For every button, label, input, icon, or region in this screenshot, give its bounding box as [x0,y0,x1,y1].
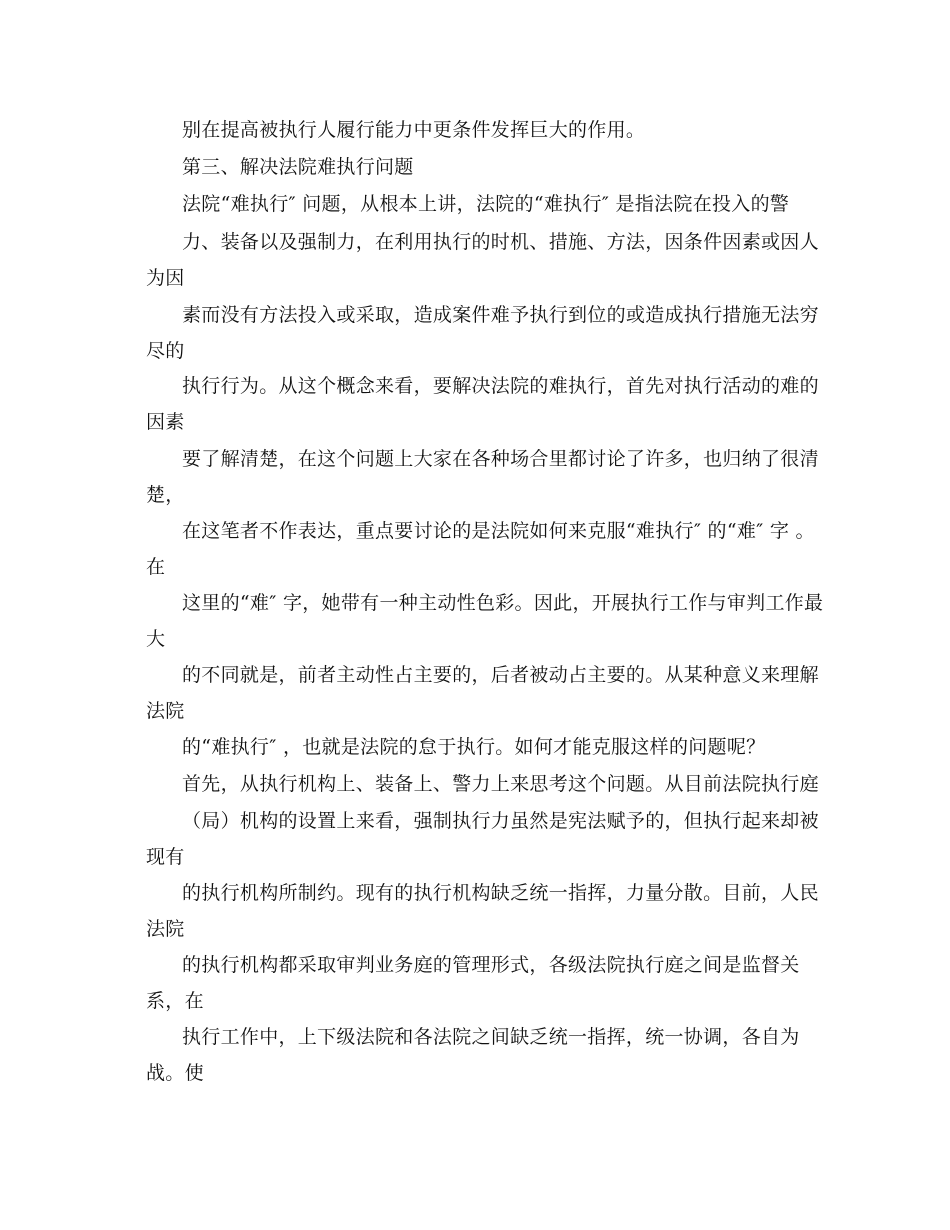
text-line: 的“难执行″ ，也就是法院的怠于执行。如何才能克服这样的问题呢？ [182,736,766,758]
text-line: 的执行机构所制约。现有的执行机构缺乏统一指挥，力量分散。目前，人民 [182,882,819,904]
text-line: 法院“难执行″ 问题，从根本上讲，法院的“难执行″ 是指法院在投入的警 [182,193,790,215]
text-line: 尽的 [146,340,185,362]
text-line: 为因 [146,267,185,289]
text-line: 要了解清楚，在这个问题上大家在各种场合里都讨论了许多，也归纳了很清 [182,448,819,470]
text-line: 首先，从执行机构上、装备上、警力上来思考这个问题。从目前法院执行庭 [182,773,819,795]
text-line: 执行行为。从这个概念来看，要解决法院的难执行，首先对执行活动的难的 [182,375,819,397]
text-line: 素而没有方法投入或采取，造成案件难予执行到位的或造成执行措施无法穷 [182,304,819,326]
text-line: 法院 [146,700,185,722]
text-line: 执行工作中，上下级法院和各法院之间缺乏统一指挥，统一协调，各自为 [182,1026,800,1048]
text-line: 力、装备以及强制力，在利用执行的时机、措施、方法，因条件因素或因人 [182,231,819,253]
text-line: 的执行机构都采取审判业务庭的管理形式，各级法院执行庭之间是监督关 [182,954,800,976]
text-line: 法院 [146,918,185,940]
text-line: 战。使 [146,1062,204,1084]
text-line: 现有 [146,846,185,868]
text-line: （局）机构的设置上来看，强制执行力虽然是宪法赋予的，但执行起来却被 [182,810,819,832]
text-line: 楚， [146,484,185,506]
text-line: 大 [146,628,166,650]
text-line: 别在提高被执行人履行能力中更条件发挥巨大的作用。 [182,119,646,141]
text-line: 的不同就是，前者主动性占主要的，后者被动占主要的。从某种意义来理解 [182,664,819,686]
text-line: 在 [146,556,166,578]
text-line: 在这笔者不作表达，重点要讨论的是法院如何来克服“难执行″ 的“难″ 字 。 [182,520,815,542]
text-line: 系，在 [146,990,204,1012]
section-heading: 第三、解决法院难执行问题 [182,156,414,178]
text-line: 这里的“难″ 字，她带有一种主动性色彩。因此，开展执行工作与审判工作最 [182,592,824,614]
text-line: 因素 [146,411,185,433]
